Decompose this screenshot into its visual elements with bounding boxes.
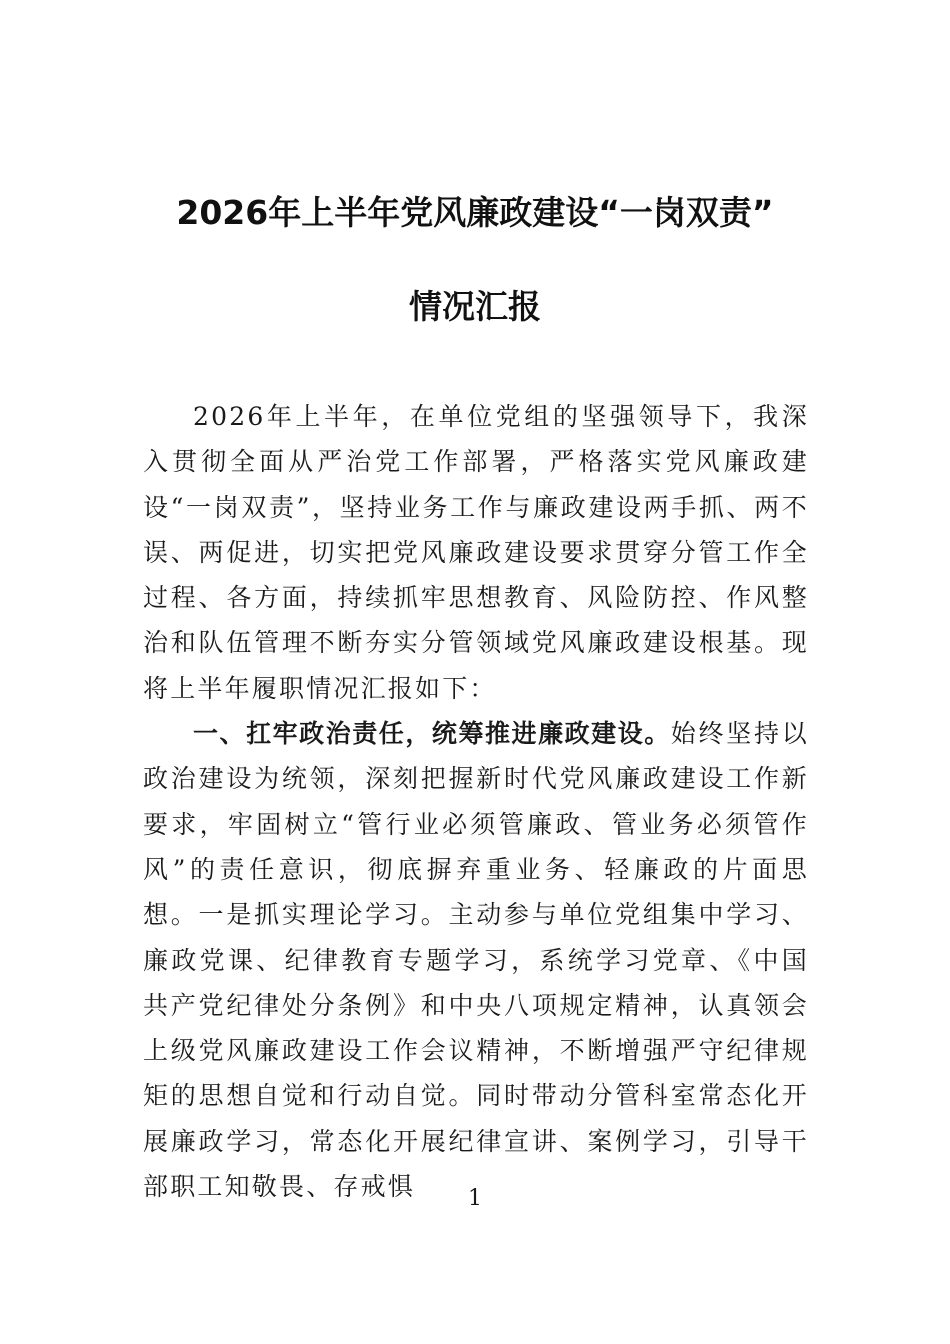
section-1-paragraph [143,711,809,1209]
document-body [143,394,809,1209]
page-number: 1 [468,1186,482,1211]
section-1-heading: 一、扛牢政治责任，统筹推进廉政建设。 [193,719,671,749]
document-title [100,166,850,354]
title-line-2: 情况汇报 [409,287,541,326]
section-1-text: 始终坚持以政治建设为统领，深刻把握新时代党风廉政建设工作新要求，牢固树立“管行业必须管廉政、管业务必须管作风”的责任意识，彻底摒弃重业务、轻廉政的片面思想。一是抓实理论学习。主动参与单位党组集中学习、廉政党课、纪律教育专题学习，系统学习党章、《中国共产党纪律处分条例》和中央八项规定精神，认真领会上级党风廉政建设工作会议精神，不断增强严守纪律规矩的思想自觉和行动自觉。同时带动分管科室常态化开展廉政学习，常态化开展纪律宣讲、案例学习，引导干部职工知敬畏、存戒惧 [143,719,809,1202]
intro-paragraph: 2026年上半年，在单位党组的坚强领导下，我深入贯彻全面从严治党工作部署，严格落实党风廉政建设“一岗双责”，坚持业务工作与廉政建设两手抓、两不误、两促进，切实把党风廉政建设要求贯穿分管工作全过程、各方面，持续抓牢思想教育、风险防控、作风整治和队伍管理不断夯实分管领域党风廉政建设根基。现将上半年履职情况汇报如下： [143,402,809,703]
title-line-1: 2026年上半年党风廉政建设“一岗双责” [176,193,774,232]
